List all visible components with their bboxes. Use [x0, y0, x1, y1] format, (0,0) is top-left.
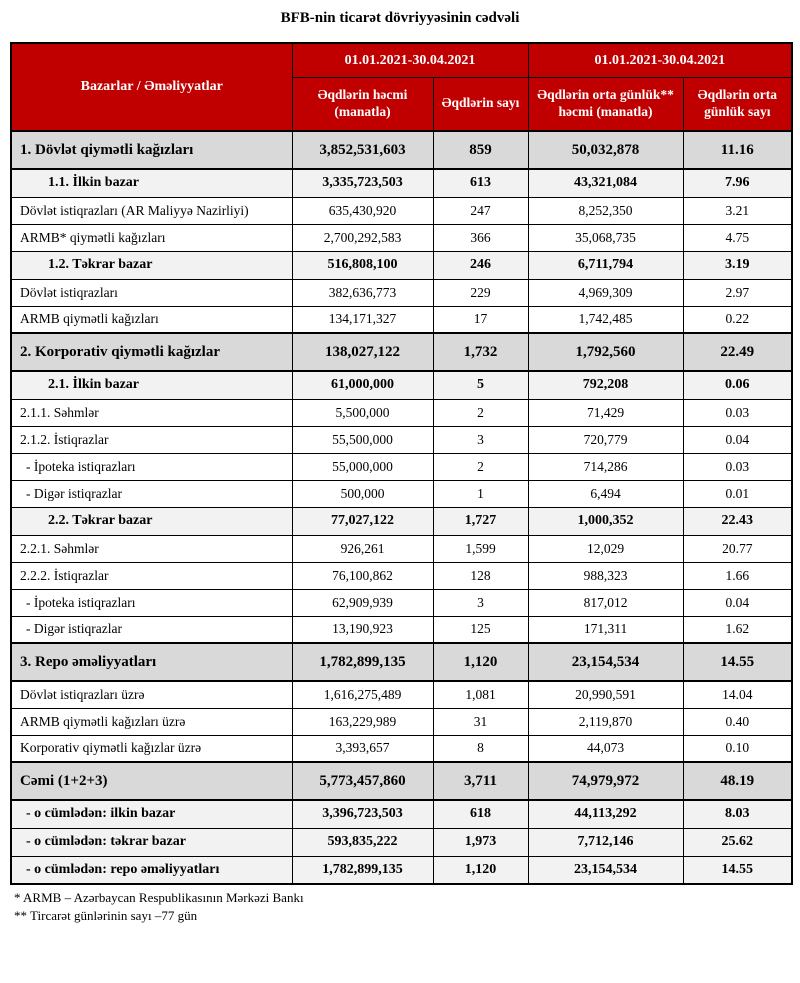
row-value: 31	[433, 708, 528, 735]
row-value: 35,068,735	[528, 224, 683, 251]
row-value: 12,029	[528, 535, 683, 562]
row-value: 1.62	[683, 616, 792, 643]
table-header	[11, 43, 792, 131]
row-label: 2.2.1. Səhmlər	[11, 535, 292, 562]
row-value: 14.04	[683, 681, 792, 708]
row-value: 988,323	[528, 562, 683, 589]
row-value: 0.04	[683, 589, 792, 616]
table-row	[11, 828, 792, 856]
row-label: Cəmi (1+2+3)	[11, 762, 292, 800]
row-value: 1,616,275,489	[292, 681, 433, 708]
trading-turnover-table	[10, 42, 793, 885]
row-value: 720,779	[528, 426, 683, 453]
row-label: - Digər istiqrazlar	[11, 616, 292, 643]
row-value: 3,393,657	[292, 735, 433, 762]
row-label: - o cümlədən: ilkin bazar	[11, 800, 292, 828]
row-value: 20,990,591	[528, 681, 683, 708]
row-value: 635,430,920	[292, 197, 433, 224]
row-value: 77,027,122	[292, 507, 433, 535]
row-label: ARMB* qiymətli kağızları	[11, 224, 292, 251]
row-value: 3	[433, 426, 528, 453]
table-row	[11, 453, 792, 480]
row-value: 62,909,939	[292, 589, 433, 616]
column-header-avg-daily-count: Əqdlərin orta günlük sayı	[683, 77, 792, 131]
footnotes	[14, 889, 800, 925]
row-value: 1,782,899,135	[292, 856, 433, 884]
row-label: 2.1. İlkin bazar	[11, 371, 292, 399]
row-value: 43,321,084	[528, 169, 683, 197]
row-value: 3.19	[683, 251, 792, 279]
row-value: 3	[433, 589, 528, 616]
row-value: 125	[433, 616, 528, 643]
row-label: Dövlət istiqrazları	[11, 279, 292, 306]
row-label: - İpoteka istiqrazları	[11, 453, 292, 480]
row-value: 25.62	[683, 828, 792, 856]
row-value: 1,732	[433, 333, 528, 371]
column-header-deal-count: Əqdlərin sayı	[433, 77, 528, 131]
row-value: 1,792,560	[528, 333, 683, 371]
row-value: 0.06	[683, 371, 792, 399]
row-value: 17	[433, 306, 528, 333]
table-row	[11, 279, 792, 306]
row-value: 134,171,327	[292, 306, 433, 333]
row-value: 1	[433, 480, 528, 507]
row-label: - Digər istiqrazlar	[11, 480, 292, 507]
row-value: 171,311	[528, 616, 683, 643]
row-label: Korporativ qiymətli kağızlar üzrə	[11, 735, 292, 762]
row-value: 22.49	[683, 333, 792, 371]
table-row	[11, 399, 792, 426]
row-value: 2.97	[683, 279, 792, 306]
table-row	[11, 800, 792, 828]
table-row	[11, 708, 792, 735]
row-label: ARMB qiymətli kağızları üzrə	[11, 708, 292, 735]
row-value: 859	[433, 131, 528, 169]
row-value: 22.43	[683, 507, 792, 535]
row-value: 1,973	[433, 828, 528, 856]
row-label: - o cümlədən: repo əməliyyatları	[11, 856, 292, 884]
row-value: 382,636,773	[292, 279, 433, 306]
row-label: 2.2.2. İstiqrazlar	[11, 562, 292, 589]
row-value: 1,120	[433, 856, 528, 884]
row-label: 2.2. Təkrar bazar	[11, 507, 292, 535]
table-row	[11, 131, 792, 169]
row-value: 4.75	[683, 224, 792, 251]
row-value: 817,012	[528, 589, 683, 616]
row-value: 618	[433, 800, 528, 828]
row-label: 2.1.2. İstiqrazlar	[11, 426, 292, 453]
row-value: 8,252,350	[528, 197, 683, 224]
row-label: 1. Dövlət qiymətli kağızları	[11, 131, 292, 169]
row-value: 61,000,000	[292, 371, 433, 399]
row-value: 0.22	[683, 306, 792, 333]
column-header-period-2: 01.01.2021-30.04.2021	[528, 43, 792, 77]
table-row	[11, 507, 792, 535]
row-value: 246	[433, 251, 528, 279]
table-row	[11, 643, 792, 681]
row-value: 13,190,923	[292, 616, 433, 643]
row-value: 4,969,309	[528, 279, 683, 306]
row-value: 1,081	[433, 681, 528, 708]
table-row	[11, 169, 792, 197]
row-value: 7,712,146	[528, 828, 683, 856]
row-label: - o cümlədən: təkrar bazar	[11, 828, 292, 856]
row-value: 3,396,723,503	[292, 800, 433, 828]
table-body	[11, 131, 792, 884]
table-row	[11, 535, 792, 562]
row-value: 1,120	[433, 643, 528, 681]
row-value: 0.04	[683, 426, 792, 453]
row-value: 3,711	[433, 762, 528, 800]
row-value: 2	[433, 453, 528, 480]
row-value: 6,711,794	[528, 251, 683, 279]
table-row	[11, 224, 792, 251]
row-value: 5,500,000	[292, 399, 433, 426]
row-value: 5,773,457,860	[292, 762, 433, 800]
row-value: 44,073	[528, 735, 683, 762]
table-row	[11, 762, 792, 800]
table-row	[11, 426, 792, 453]
table-row	[11, 371, 792, 399]
row-value: 792,208	[528, 371, 683, 399]
row-value: 5	[433, 371, 528, 399]
row-value: 0.40	[683, 708, 792, 735]
row-value: 1,599	[433, 535, 528, 562]
row-value: 0.03	[683, 453, 792, 480]
row-value: 3,852,531,603	[292, 131, 433, 169]
table-row	[11, 306, 792, 333]
row-value: 1,782,899,135	[292, 643, 433, 681]
row-value: 229	[433, 279, 528, 306]
table-row	[11, 251, 792, 279]
row-value: 2	[433, 399, 528, 426]
row-value: 1,727	[433, 507, 528, 535]
row-value: 20.77	[683, 535, 792, 562]
table-row	[11, 480, 792, 507]
row-label: 2.1.1. Səhmlər	[11, 399, 292, 426]
row-value: 50,032,878	[528, 131, 683, 169]
row-value: 247	[433, 197, 528, 224]
row-value: 8	[433, 735, 528, 762]
row-value: 500,000	[292, 480, 433, 507]
row-value: 55,500,000	[292, 426, 433, 453]
row-value: 0.03	[683, 399, 792, 426]
row-label: ARMB qiymətli kağızları	[11, 306, 292, 333]
row-value: 714,286	[528, 453, 683, 480]
row-value: 128	[433, 562, 528, 589]
row-value: 138,027,122	[292, 333, 433, 371]
row-value: 48.19	[683, 762, 792, 800]
row-value: 926,261	[292, 535, 433, 562]
row-value: 44,113,292	[528, 800, 683, 828]
row-label: Dövlət istiqrazları üzrə	[11, 681, 292, 708]
row-value: 0.10	[683, 735, 792, 762]
row-value: 1,742,485	[528, 306, 683, 333]
row-label: 1.1. İlkin bazar	[11, 169, 292, 197]
row-value: 23,154,534	[528, 643, 683, 681]
row-value: 76,100,862	[292, 562, 433, 589]
row-value: 366	[433, 224, 528, 251]
row-value: 2,700,292,583	[292, 224, 433, 251]
table-row	[11, 735, 792, 762]
footnote-trading-days: ** Tircarət günlərinin sayı –77 gün	[14, 908, 198, 924]
column-header-avg-daily-volume: Əqdlərin orta günlük** həcmi (manatla)	[528, 77, 683, 131]
column-header-markets: Bazarlar / Əməliyyatlar	[11, 43, 292, 131]
header-period-row	[11, 43, 792, 77]
row-value: 3,335,723,503	[292, 169, 433, 197]
column-header-deal-volume: Əqdlərin həcmi (manatla)	[292, 77, 433, 131]
row-value: 2,119,870	[528, 708, 683, 735]
row-label: Dövlət istiqrazları (AR Maliyyə Nazirliyi)	[11, 197, 292, 224]
row-label: 3. Repo əməliyyatları	[11, 643, 292, 681]
row-value: 1.66	[683, 562, 792, 589]
row-label: - İpoteka istiqrazları	[11, 589, 292, 616]
row-value: 7.96	[683, 169, 792, 197]
table-row	[11, 333, 792, 371]
row-value: 71,429	[528, 399, 683, 426]
table-row	[11, 589, 792, 616]
row-value: 23,154,534	[528, 856, 683, 884]
row-value: 516,808,100	[292, 251, 433, 279]
row-value: 74,979,972	[528, 762, 683, 800]
page-title: BFB-nin ticarət dövriyyəsinin cədvəli	[280, 10, 520, 26]
row-label: 2. Korporativ qiymətli kağızlar	[11, 333, 292, 371]
row-value: 163,229,989	[292, 708, 433, 735]
column-header-period-1: 01.01.2021-30.04.2021	[292, 43, 528, 77]
row-value: 593,835,222	[292, 828, 433, 856]
table-row	[11, 616, 792, 643]
row-value: 55,000,000	[292, 453, 433, 480]
table-row	[11, 681, 792, 708]
table-row	[11, 197, 792, 224]
row-value: 0.01	[683, 480, 792, 507]
row-value: 3.21	[683, 197, 792, 224]
row-value: 6,494	[528, 480, 683, 507]
row-label: 1.2. Təkrar bazar	[11, 251, 292, 279]
row-value: 8.03	[683, 800, 792, 828]
footnote-armb: * ARMB – Azərbaycan Respublikasının Mərkəzi Bankı	[14, 890, 304, 905]
table-row	[11, 562, 792, 589]
table-row	[11, 856, 792, 884]
row-value: 14.55	[683, 856, 792, 884]
row-value: 1,000,352	[528, 507, 683, 535]
row-value: 11.16	[683, 131, 792, 169]
row-value: 613	[433, 169, 528, 197]
row-value: 14.55	[683, 643, 792, 681]
